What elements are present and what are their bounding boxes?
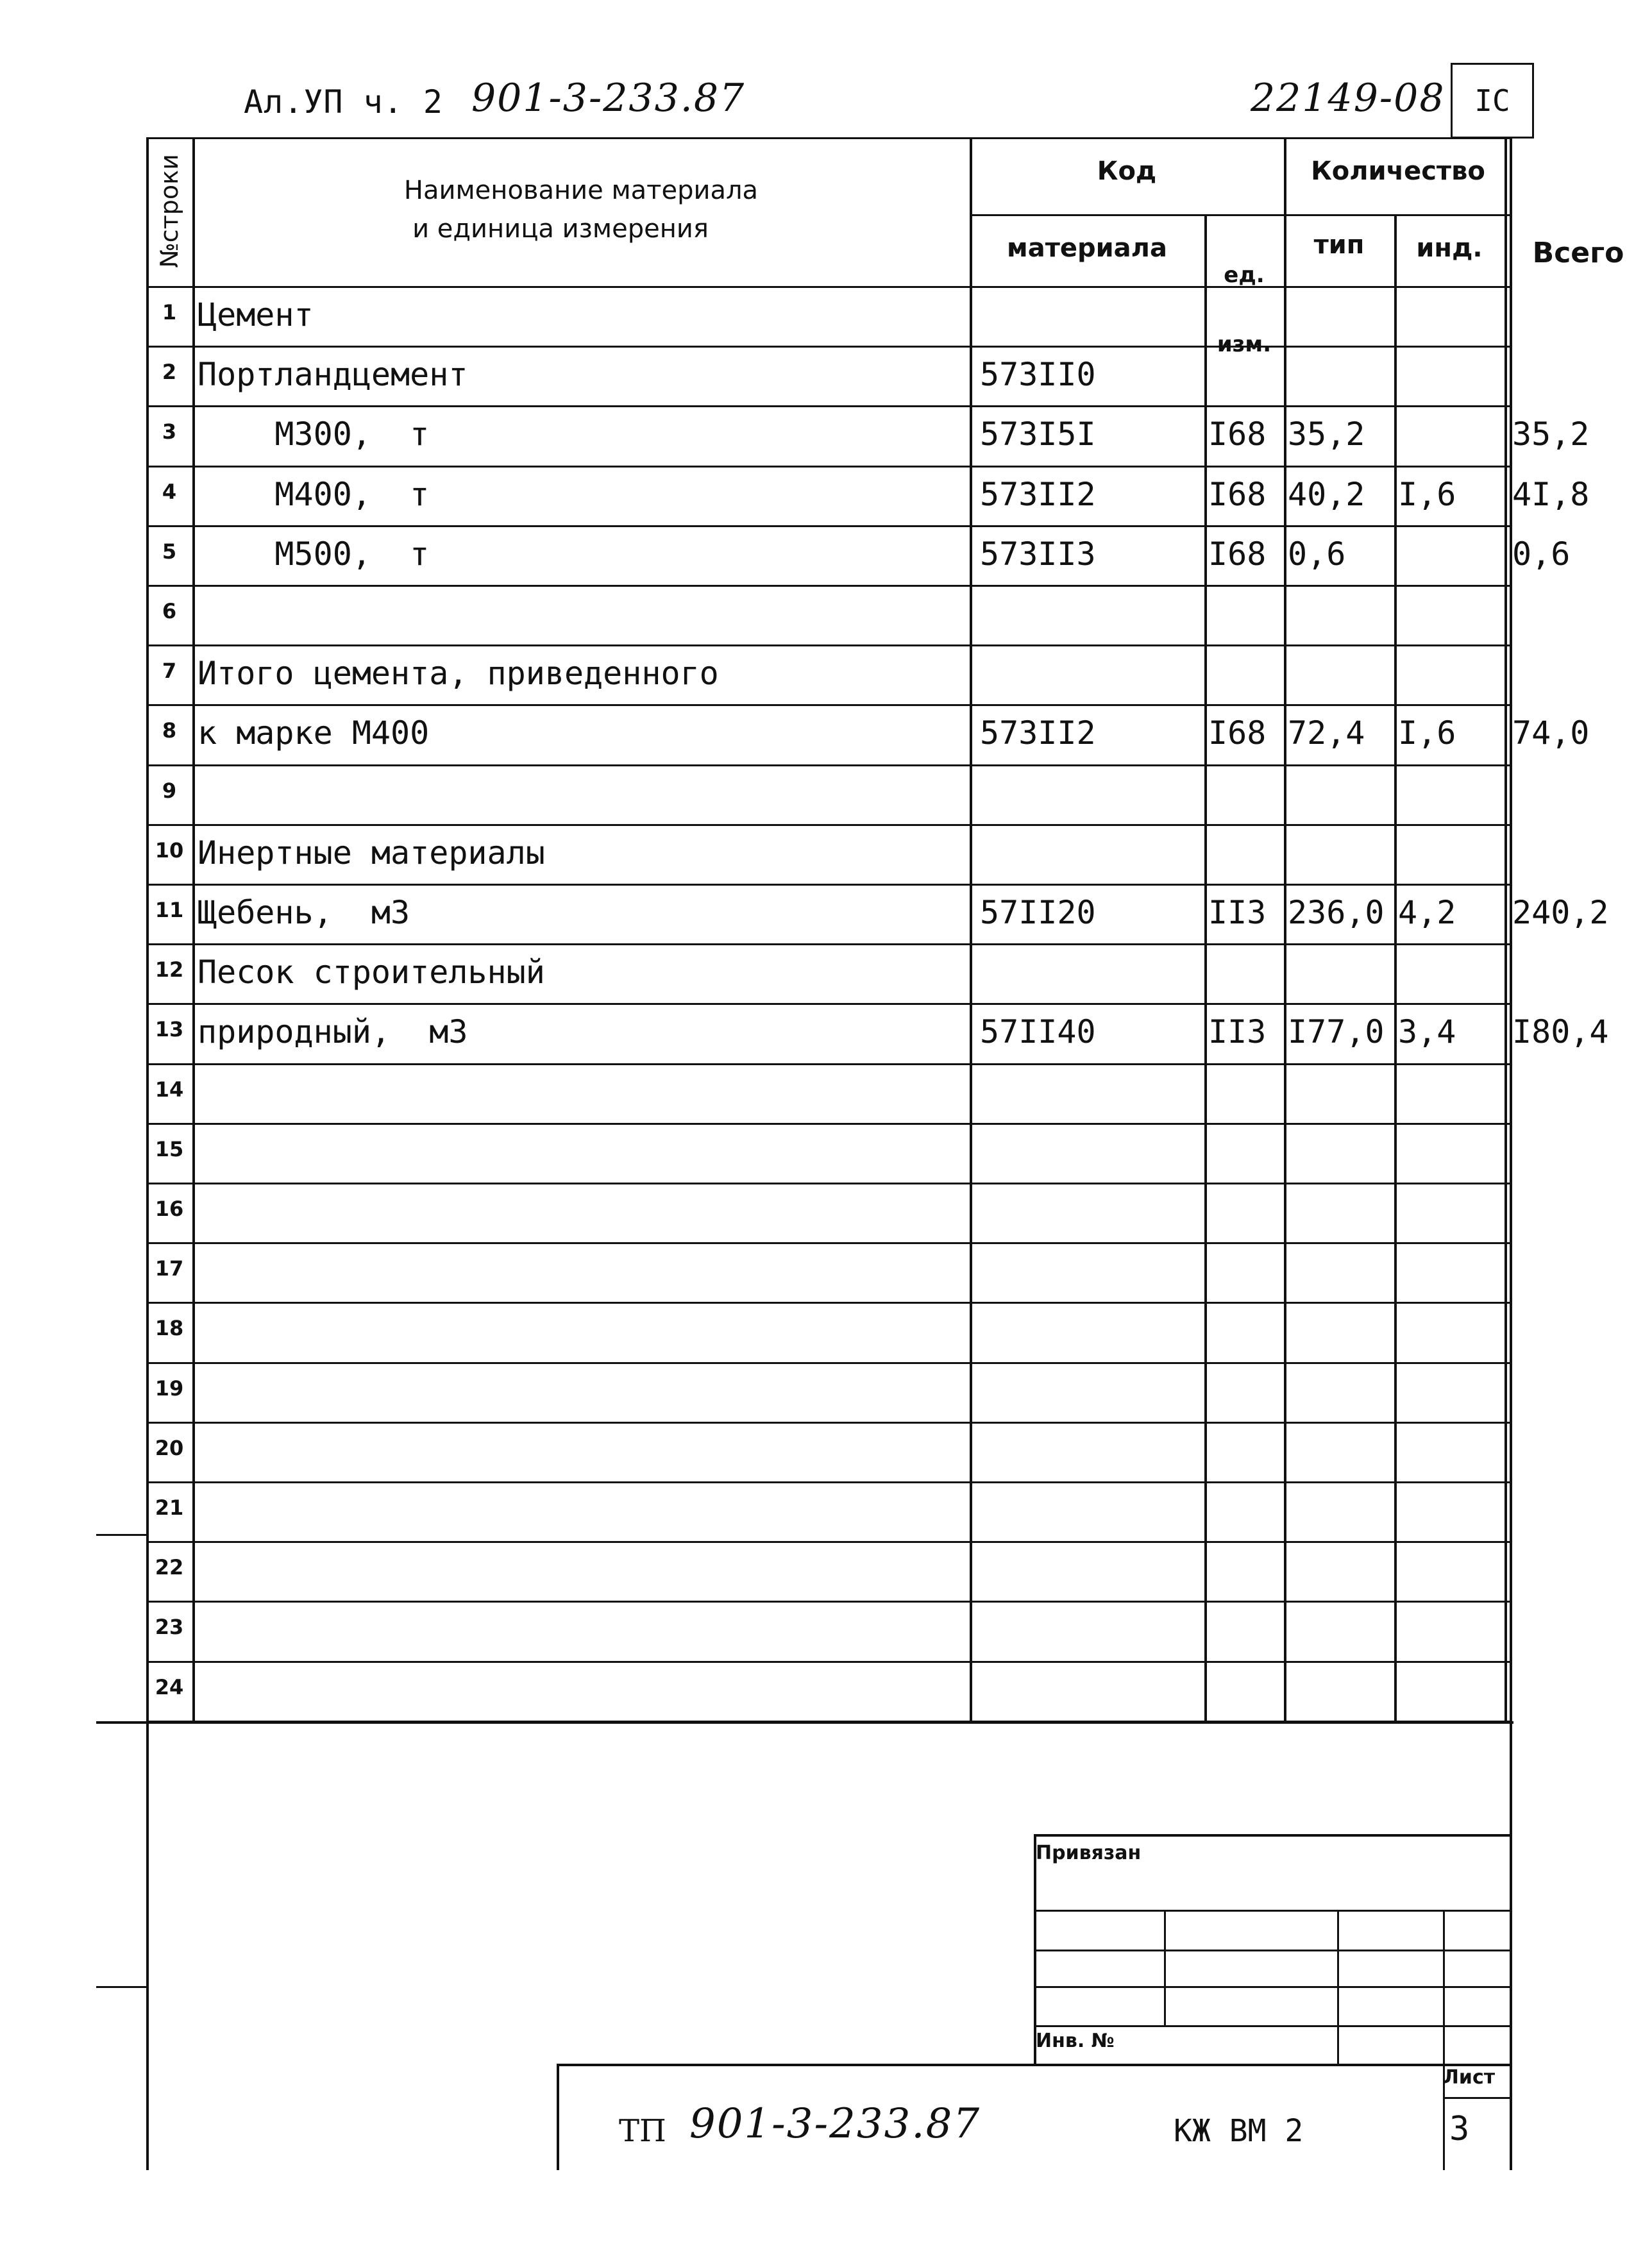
row-unit-code: I68 [1208,475,1267,513]
row-number-header [146,137,192,285]
row-number-header-text: №строки [155,154,183,268]
unit-header-line2: изм. [1217,332,1272,357]
grid-horizontal-line [970,214,1512,216]
row-number: 7 [162,659,177,684]
row-number: 17 [155,1256,184,1281]
row-number: 2 [162,360,177,385]
row-number: 11 [155,898,184,922]
row-material-code: 57II40 [980,1013,1096,1051]
row-number: 5 [162,539,177,564]
row-qty-typ: 35,2 [1288,416,1365,453]
row-number: 1 [162,300,177,324]
row-material-name: Портландцемент [198,356,468,394]
row-qty-ind: I,6 [1398,714,1456,752]
table-row [146,1362,1512,1422]
row-material-code: 573I5I [980,416,1096,453]
table-row [146,943,1512,1003]
name-header-line1: Наименование материала [403,176,759,205]
inventory-number-label: Инв. № [1036,2030,1115,2052]
row-number: 10 [155,838,184,863]
table-row [146,1183,1512,1242]
table-row [146,346,1512,405]
table-row [146,286,1512,346]
table-row [146,1063,1512,1123]
row-qty-total: I80,4 [1512,1013,1609,1051]
row-number: 12 [155,957,184,982]
row-material-name: природный, м3 [198,1013,468,1051]
title-block-line [1443,1910,1445,2064]
row-number: 21 [155,1495,184,1520]
ind-header: инд. [1416,233,1483,263]
quantity-group-header: Количество [1311,156,1485,186]
unit-header-line1: ед. [1224,262,1265,288]
row-unit-code: I68 [1208,714,1267,752]
table-row [146,585,1512,644]
row-number: 22 [155,1555,184,1580]
table-row [146,824,1512,884]
title-block-line [1034,1986,1512,1988]
row-material-code: 573II2 [980,475,1096,513]
table-row [146,1302,1512,1361]
row-qty-total: 74,0 [1512,714,1590,752]
row-unit-code: II3 [1208,1013,1267,1051]
linked-label: Привязан [1036,1842,1142,1864]
row-qty-ind: I,6 [1398,475,1456,513]
row-qty-typ: 0,6 [1288,535,1346,573]
title-block-line [1443,2097,1512,2099]
sheet-number: 3 [1449,2110,1470,2148]
doc-code-handwritten: 901-3-233.87 [689,2100,981,2148]
row-number: 19 [155,1376,184,1401]
album-label: Ал.УП ч. 2 [244,83,444,121]
table-bottom-extension [96,1721,1513,1724]
margin-tick [96,1534,148,1536]
table-row [146,1661,1512,1721]
row-qty-typ: I77,0 [1288,1013,1385,1051]
title-block-line [1034,2025,1512,2027]
row-unit-code: I68 [1208,535,1267,573]
margin-tick [96,1986,148,1988]
table-row [146,704,1590,764]
row-number: 4 [162,479,177,504]
sheet-label: Лист [1443,2066,1496,2089]
row-qty-typ: 40,2 [1288,475,1365,513]
row-qty-total: 0,6 [1512,535,1571,573]
row-qty-total: 35,2 [1512,416,1590,453]
left-frame-line [146,1721,149,2170]
grid-horizontal-line [146,137,1512,139]
project-code-handwritten: 901-3-233.87 [471,76,746,121]
materials-table [146,137,1624,1721]
table-row [146,1422,1512,1481]
row-number: 24 [155,1674,184,1699]
name-header-line2: и единица измерения [412,214,709,244]
title-block-line [1337,1910,1339,2064]
table-row [146,1003,1609,1063]
row-qty-total: 4I,8 [1512,475,1590,513]
row-qty-ind: 4,2 [1398,894,1456,931]
sheet-number-box [1451,63,1534,139]
title-block-line [1034,1950,1512,1951]
row-material-name: к марке M400 [198,714,430,752]
row-material-name: Цемент [198,296,314,333]
table-row [146,1541,1512,1601]
row-number: 9 [162,778,177,803]
row-material-name: Щебень, м3 [198,894,410,931]
table-row [146,1481,1512,1541]
row-material-code: 573II0 [980,356,1096,394]
row-number: 14 [155,1077,184,1102]
row-number: 8 [162,718,177,743]
table-row [146,644,1512,704]
title-block-line [557,2064,1512,2066]
row-material-name: M500, т [198,535,430,573]
title-block-line [1034,1910,1512,1912]
title-block-line [557,2064,559,2170]
row-material-name: M300, т [198,416,430,453]
table-row [146,884,1609,943]
table-row [146,1123,1512,1183]
row-number: 23 [155,1615,184,1640]
row-unit-code: II3 [1208,894,1267,931]
row-qty-ind: 3,4 [1398,1013,1456,1051]
row-material-name: Песок строительный [198,954,545,991]
doc-prefix: ТП [619,2113,666,2149]
row-unit-code: I68 [1208,416,1267,453]
sheet-number-box-text: IC [1474,83,1510,118]
right-frame-line [1510,1721,1512,2170]
row-material-code: 573II2 [980,714,1096,752]
row-number: 16 [155,1197,184,1221]
material-code-header: материала [1007,233,1167,263]
table-row [146,764,1512,824]
row-qty-total: 240,2 [1512,894,1609,931]
row-number: 15 [155,1136,184,1161]
table-row [146,525,1571,585]
row-number: 18 [155,1316,184,1341]
title-block-line [1034,1834,1512,1837]
code-group-header: Код [1097,156,1157,186]
row-qty-typ: 72,4 [1288,714,1365,752]
row-material-code: 57II20 [980,894,1096,931]
row-number: 13 [155,1017,184,1042]
table-row [146,466,1590,525]
row-number: 20 [155,1435,184,1460]
total-header: Всего [1532,237,1624,269]
document-number-handwritten: 22149-08 [1251,76,1446,121]
doc-mark: КЖ ВМ 2 [1174,2113,1304,2149]
typ-header: тип [1313,230,1365,260]
row-number: 3 [162,419,177,444]
title-block-line [1164,1910,1166,2025]
table-row [146,405,1590,465]
row-material-name: M400, т [198,475,430,513]
row-number: 6 [162,599,177,623]
table-row [146,1242,1512,1302]
row-material-name: Инертные материалы [198,834,545,872]
row-material-name: Итого цемента, приведенного [198,655,719,693]
row-material-code: 573II3 [980,535,1096,573]
table-row [146,1601,1512,1660]
row-qty-typ: 236,0 [1288,894,1385,931]
